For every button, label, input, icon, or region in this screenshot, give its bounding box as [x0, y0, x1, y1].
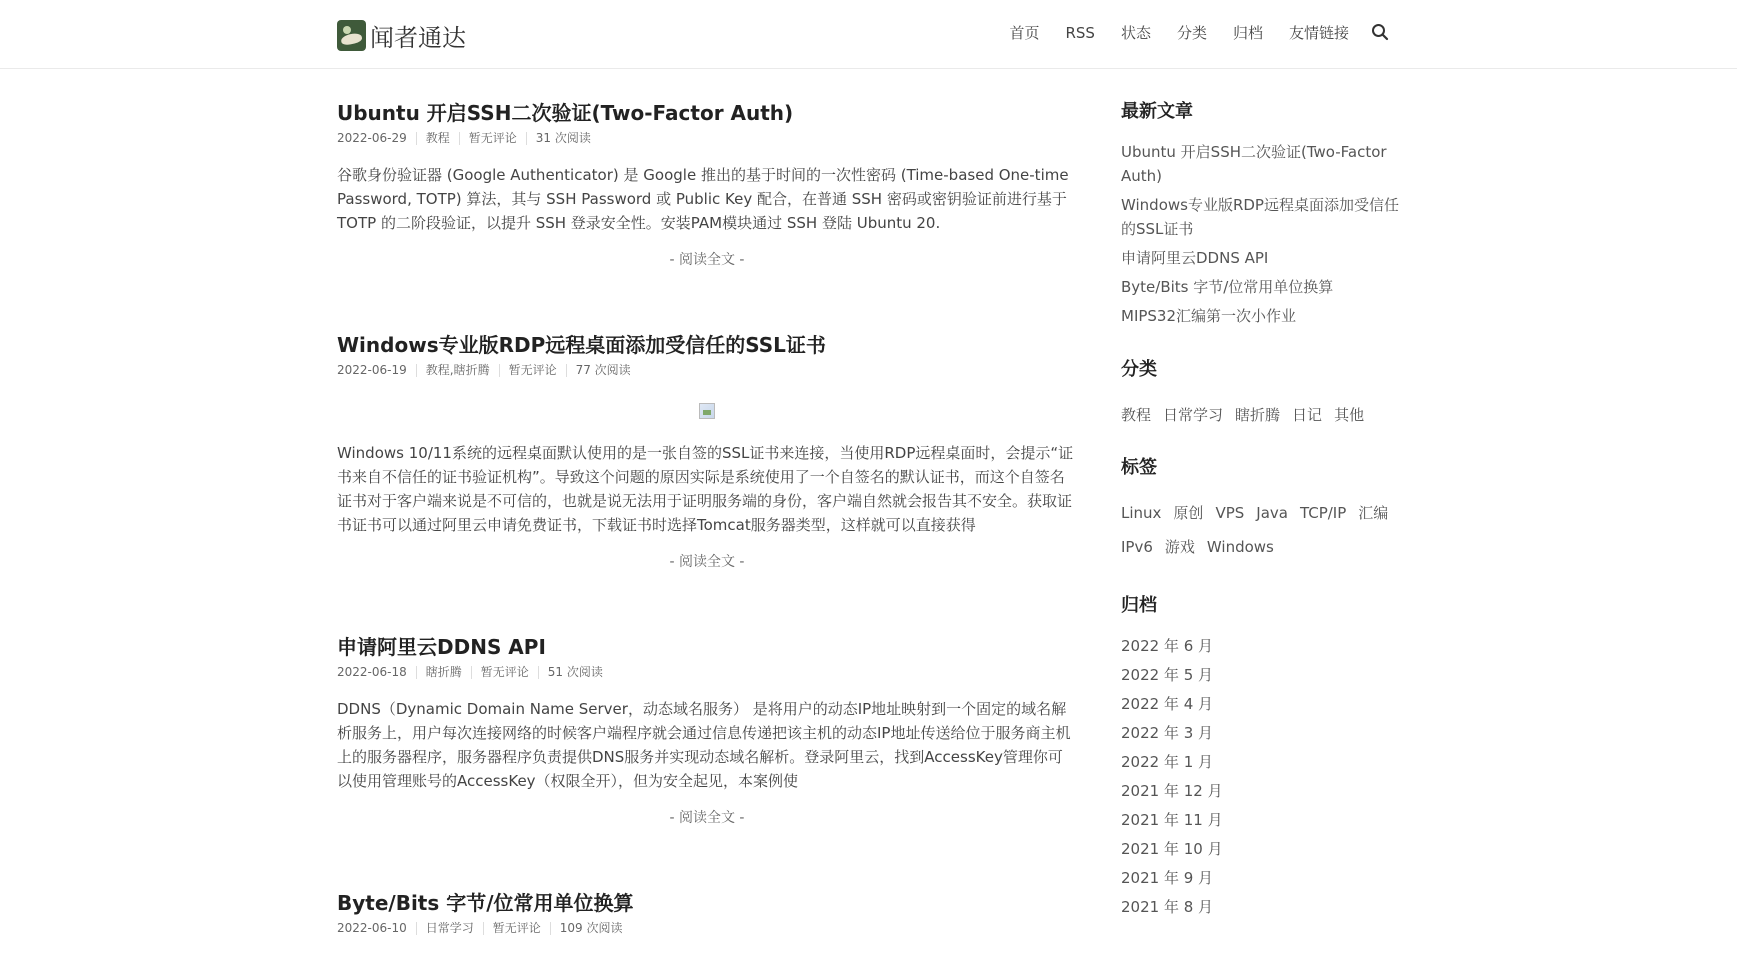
post-category[interactable]: 教程: [416, 132, 459, 145]
archive-link[interactable]: 2021 年 10 月: [1121, 840, 1223, 858]
tag-link[interactable]: Linux: [1121, 504, 1162, 522]
post-views: 51 次阅读: [538, 666, 612, 679]
post-date: 2022-06-10: [337, 921, 407, 935]
search-icon[interactable]: [1371, 23, 1389, 41]
archive-link[interactable]: 2022 年 4 月: [1121, 695, 1214, 713]
post-date: 2022-06-19: [337, 363, 407, 377]
tag-link[interactable]: 原创: [1173, 504, 1204, 522]
category-link[interactable]: 教程: [1121, 406, 1152, 424]
category-link[interactable]: 日常学习: [1163, 406, 1224, 424]
recent-posts-widget: [1121, 100, 1411, 328]
post-category[interactable]: 瞎折腾: [416, 666, 471, 679]
recent-post-link[interactable]: Windows专业版RDP远程桌面添加受信任的SSL证书: [1121, 196, 1399, 238]
archive-link[interactable]: 2022 年 3 月: [1121, 724, 1214, 742]
categories-widget: [1121, 358, 1411, 432]
post-comments[interactable]: 暂无评论: [499, 364, 566, 377]
recent-post-link[interactable]: 申请阿里云DDNS API: [1121, 249, 1269, 267]
tag-link[interactable]: 汇编: [1358, 504, 1389, 522]
post-excerpt: DDNS（Dynamic Domain Name Server，动态域名服务） 是将用户的动态IP地址映射到一个固定的域名解析服务上，用户每次连接网络的时候客户端程序就会通过信息传递把该主机的动态IP地址传送给位于服务商主机上的服务器程序，服务器程序负责提供DNS服务并实现动态域名解析。登录阿里云，找到AccessKey管理你可以使用管理账号的AccessKey（权限全开），但为安全起见，本案例使: [337, 700, 1071, 790]
post-meta: [337, 132, 1077, 145]
post-title[interactable]: 申请阿里云DDNS API: [337, 635, 546, 659]
sidebar: [1121, 100, 1411, 924]
read-more-link[interactable]: - 阅读全文 -: [669, 554, 745, 570]
post-date: 2022-06-29: [337, 131, 407, 145]
read-more-link[interactable]: - 阅读全文 -: [669, 252, 745, 268]
archive-link[interactable]: 2022 年 5 月: [1121, 666, 1214, 684]
widget-title: 标签: [1121, 457, 1157, 478]
tags-widget: [1121, 456, 1411, 564]
widget-title: 归档: [1121, 595, 1157, 616]
post-meta: [337, 922, 1077, 935]
logo-icon: [337, 20, 366, 51]
archive-list: [1121, 634, 1411, 919]
nav-item-archive[interactable]: 归档: [1232, 24, 1263, 42]
archive-link[interactable]: 2022 年 6 月: [1121, 637, 1214, 655]
site-logo[interactable]: [337, 18, 466, 53]
post-comments[interactable]: 暂无评论: [471, 666, 538, 679]
post-item: [337, 634, 1077, 827]
post-title[interactable]: Byte/Bits 字节/位常用单位换算: [337, 891, 634, 915]
post-title[interactable]: Windows专业版RDP远程桌面添加受信任的SSL证书: [337, 333, 826, 357]
post-item: [337, 890, 1077, 935]
nav-item-rss[interactable]: RSS: [1065, 23, 1095, 42]
post-meta: [337, 666, 1077, 679]
tag-link[interactable]: IPv6: [1121, 538, 1153, 556]
site-name: 闻者通达: [370, 24, 466, 52]
post-title[interactable]: Ubuntu 开启SSH二次验证(Two-Factor Auth): [337, 101, 794, 125]
post-category[interactable]: 日常学习: [416, 922, 483, 935]
nav-item-categories[interactable]: 分类: [1176, 24, 1207, 42]
post-item: [337, 332, 1077, 571]
archive-link[interactable]: 2021 年 11 月: [1121, 811, 1223, 829]
tag-list: [1121, 496, 1411, 564]
recent-post-link[interactable]: Ubuntu 开启SSH二次验证(Two-Factor Auth): [1121, 143, 1387, 185]
post-views: 31 次阅读: [526, 132, 600, 145]
category-list: [1121, 398, 1411, 432]
post-item: [337, 100, 1077, 269]
archive-link[interactable]: 2021 年 9 月: [1121, 869, 1214, 887]
site-header: [0, 0, 1737, 69]
category-link[interactable]: 瞎折腾: [1235, 406, 1281, 424]
recent-posts-list: [1121, 140, 1411, 328]
category-link[interactable]: 其他: [1334, 406, 1365, 424]
nav-item-links[interactable]: 友情链接: [1288, 24, 1349, 42]
post-excerpt: 谷歌身份验证器 (Google Authenticator) 是 Google 推出的基于时间的一次性密码 (Time-based One-time Password, TOTP) 算法，其与 SSH Password 或 Public Key 配合，在普通 SSH 密码或密钥验证前进行基于 TOTP 的二阶段验证，以提升 SSH 登录安全性。安装PAM模块通过 SSH 登陆 Ubuntu 20.: [337, 166, 1069, 232]
tag-link[interactable]: 游戏: [1164, 538, 1195, 556]
category-link[interactable]: 日记: [1292, 406, 1323, 424]
recent-post-link[interactable]: MIPS32汇编第一次小作业: [1121, 307, 1297, 325]
recent-post-link[interactable]: Byte/Bits 字节/位常用单位换算: [1121, 278, 1334, 296]
post-list: [337, 100, 1077, 935]
post-excerpt: Windows 10/11系统的远程桌面默认使用的是一张自签的SSL证书来连接，当使用RDP远程桌面时，会提示“证书来自不信任的证书验证机构”。导致这个问题的原因实际是系统使用了一个自签名的默认证书，而这个自签名证书对于客户端来说是不可信的，也就是说无法用于证明服务端的身份，客户端自然就会报告其不安全。获取证书证书可以通过阿里云申请免费证书，下载证书时选择Tomcat服务器类型，这样就可以直接获得: [337, 444, 1074, 534]
post-comments[interactable]: 暂无评论: [459, 132, 526, 145]
post-meta: [337, 364, 1077, 377]
archive-link[interactable]: 2022 年 1 月: [1121, 753, 1214, 771]
post-date: 2022-06-18: [337, 665, 407, 679]
tag-link[interactable]: Java: [1256, 504, 1288, 522]
post-category[interactable]: 教程,瞎折腾: [416, 364, 499, 377]
archive-link[interactable]: 2021 年 12 月: [1121, 782, 1223, 800]
widget-title: 最新文章: [1121, 101, 1193, 122]
tag-link[interactable]: TCP/IP: [1299, 504, 1347, 522]
archive-link[interactable]: 2021 年 8 月: [1121, 898, 1214, 916]
tag-link[interactable]: VPS: [1215, 504, 1245, 522]
archive-widget: [1121, 594, 1411, 919]
nav-item-status[interactable]: 状态: [1120, 24, 1151, 42]
nav-item-home[interactable]: 首页: [1009, 24, 1040, 42]
post-comments[interactable]: 暂无评论: [483, 922, 550, 935]
post-views: 109 次阅读: [550, 922, 632, 935]
post-views: 77 次阅读: [566, 364, 640, 377]
main-nav: [983, 22, 1389, 43]
broken-image-icon: [699, 403, 715, 419]
widget-title: 分类: [1121, 359, 1157, 380]
tag-link[interactable]: Windows: [1206, 538, 1274, 556]
read-more-link[interactable]: - 阅读全文 -: [669, 810, 745, 826]
